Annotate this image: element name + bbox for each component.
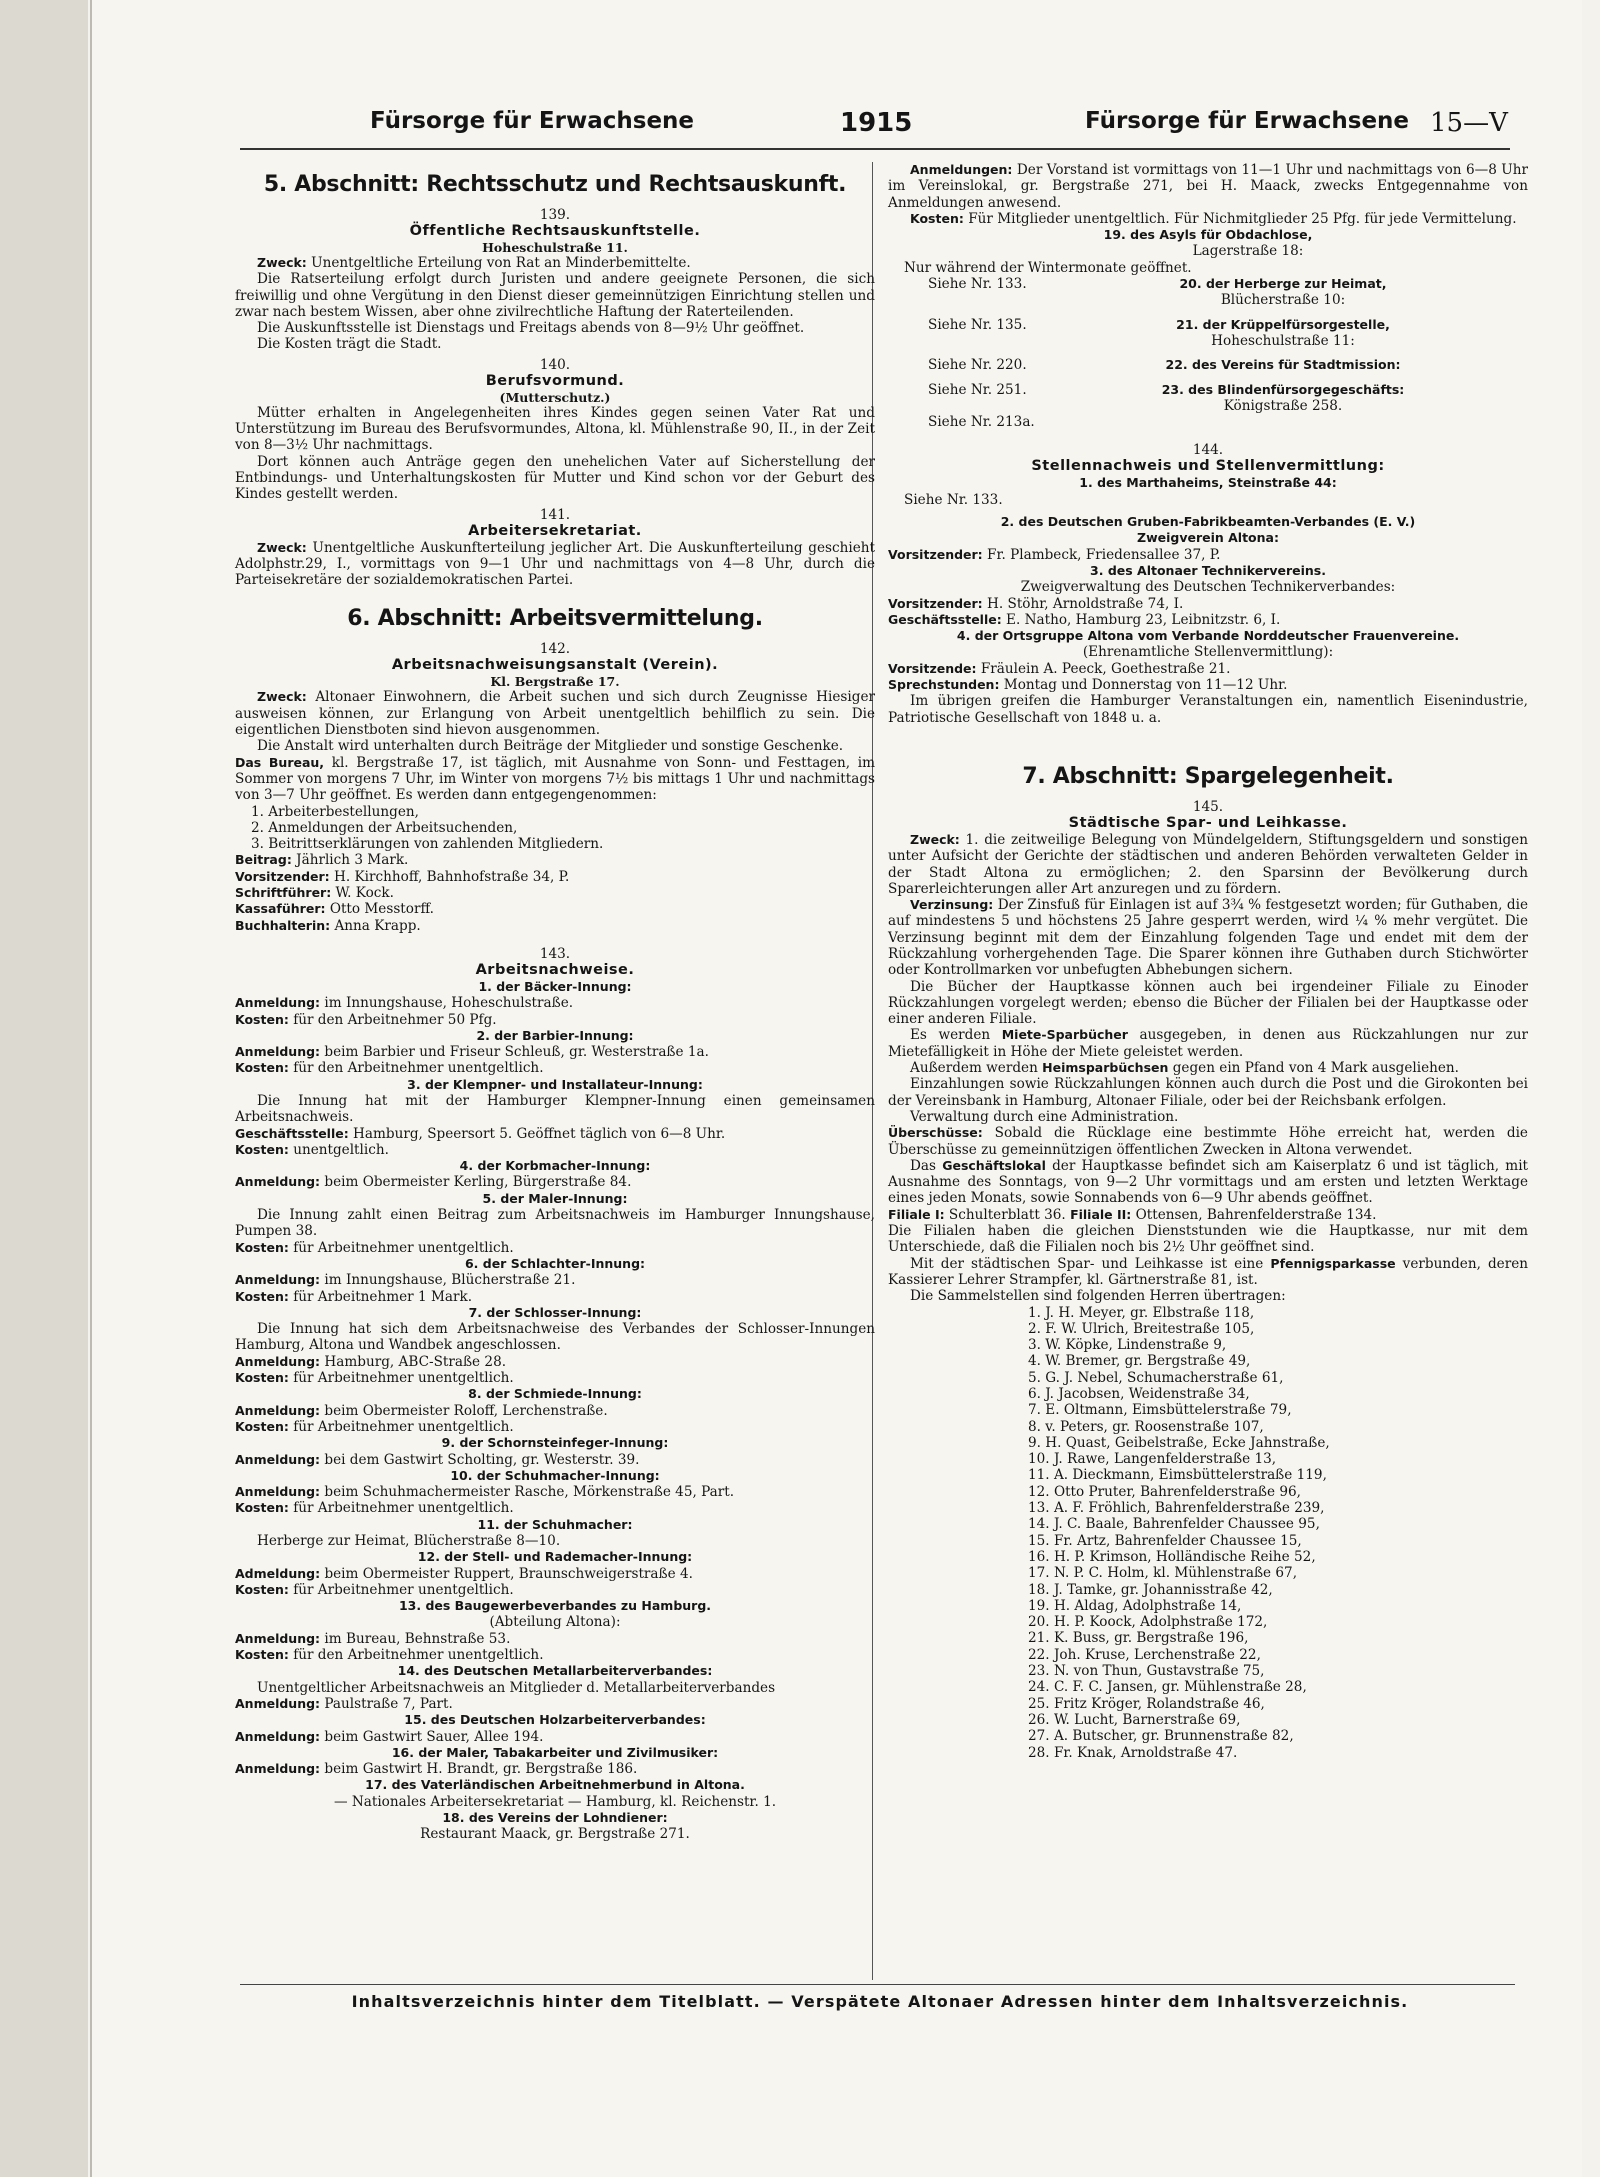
section-5-heading: 5. Abschnitt: Rechtsschutz und Rechtsauskunft. — [263, 172, 847, 197]
sub-heading: 17. des Vaterländischen Arbeitnehmerbund in Altona. — [365, 1777, 745, 1793]
sub-heading: 7. der Schlosser-Innung: — [468, 1304, 642, 1320]
right-column — [888, 162, 1528, 1761]
collection-point: 4. W. Bremer, gr. Bergstraße 49, — [1028, 1353, 1251, 1370]
entry-title: Arbeitsnachweise. — [475, 961, 635, 978]
officer-row: Schriftführer: W. Kock. — [235, 885, 394, 902]
paragraph: Herberge zur Heimat, Blücherstraße 8—10. — [257, 1533, 561, 1549]
surplus-info: Überschüsse: Sobald die Rücklage eine bestimmte Höhe erreicht hat, werden die Überschüsse zu gemeinnützigen öffentlichen Zwecken in Altona verwendet. — [888, 1125, 1528, 1158]
detail-row: Anmeldung: Paulstraße 7, Part. — [235, 1695, 453, 1712]
paragraph: Außerdem werden Heimsparbüchsen gegen ein Pfand von 4 Mark ausgeliehen. — [910, 1060, 1460, 1077]
sub-heading: Zweigverein Altona: — [1137, 530, 1279, 546]
list-item: 2. Anmeldungen der Arbeitsuchenden, — [251, 819, 518, 836]
sub-heading: 18. des Vereins der Lohndiener: — [442, 1810, 668, 1826]
detail-row: Kosten: für den Arbeitnehmer unentgeltlich. — [235, 1060, 544, 1077]
sub-heading: 1. der Bäcker-Innung: — [478, 978, 632, 994]
collection-point: 25. Fritz Kröger, Rolandstraße 46, — [1028, 1695, 1265, 1712]
header-year: 1915 — [840, 108, 913, 138]
paragraph: Verwaltung durch eine Administration. — [910, 1108, 1179, 1125]
entry-purpose: Zweck: Altonaer Einwohnern, die Arbeit suchen und sich durch Zeugnisse Hiesiger ausweisen können, zur Erlangung von Arbeit unentgeltlich behilflich zu sein. Die eigentlichen Dienstboten sind hievon ausgenommen. — [235, 689, 875, 739]
reference-row: Siehe Nr. 220. 22. des Vereins für Stadtmission: — [928, 357, 1401, 374]
section-7-heading: 7. Abschnitt: Spargelegenheit. — [1022, 763, 1394, 789]
detail-row: Anmeldung: im Innungshause, Blücherstraße 21. — [235, 1272, 576, 1289]
sub-line: (Abteilung Altona): — [489, 1614, 621, 1631]
sub-line: — Nationales Arbeitersekretariat — Hamburg, kl. Reichenstr. 1. — [333, 1793, 777, 1810]
sub-heading: 3. des Altonaer Technikervereins. — [1090, 562, 1326, 578]
sub-heading: 3. der Klempner- und Installateur-Innung: — [407, 1076, 703, 1092]
detail-row: Kosten: für Arbeitnehmer 1 Mark. — [235, 1288, 473, 1305]
entry-subtitle: (Mutterschutz.) — [499, 389, 611, 405]
collection-point: 26. W. Lucht, Barnerstraße 69, — [1028, 1711, 1241, 1728]
footer-rule — [240, 1984, 1515, 1985]
officer-row: Buchhalterin: Anna Krapp. — [235, 917, 421, 934]
collection-point: 1. J. H. Meyer, gr. Elbstraße 118, — [1028, 1304, 1255, 1321]
page-number: 15—V — [1430, 108, 1508, 138]
collection-point: 18. J. Tamke, gr. Johannisstraße 42, — [1028, 1581, 1273, 1598]
paragraph: Die Kosten trägt die Stadt. — [257, 336, 442, 353]
paragraph: Mit der städtischen Spar- und Leihkasse ist eine Pfennigsparkasse verbunden, deren Kassierer Lehrer Strampfer, kl. Gärtnerstraße 81, ist. — [888, 1255, 1528, 1288]
detail-row: Kosten: für Arbeitnehmer unentgeltlich. — [235, 1418, 514, 1435]
running-header — [170, 108, 1525, 144]
paragraph: Die Auskunftsstelle ist Dienstags und Freitags abends von 8—9½ Uhr geöffnet. — [257, 320, 805, 337]
sub-heading: 10. der Schuhmacher-Innung: — [450, 1467, 660, 1483]
sub-address: Lagerstraße 18: — [1192, 243, 1304, 260]
paragraph: Die Innung hat mit der Hamburger Klempner-Innung einen gemeinsamen Arbeitsnachweis. — [235, 1092, 875, 1126]
sub-heading: 16. der Maler, Tabakarbeiter und Zivilmusiker: — [391, 1744, 719, 1760]
sub-heading: 11. der Schuhmacher: — [477, 1516, 633, 1532]
registration-info: Anmeldungen: Der Vorstand ist vormittags von 11—1 Uhr und nachmittags von 6—8 Uhr im Vereinslokal, gr. Bergstraße 271, bei H. Maack, zwecks Entgegennahme von Anmeldungen anwesend. — [888, 162, 1528, 211]
collection-point: 5. G. J. Nebel, Schumacherstraße 61, — [1028, 1369, 1284, 1386]
collection-point: 20. H. P. Koock, Adolphstraße 172, — [1028, 1614, 1268, 1631]
list-item: 3. Beitrittserklärungen von zahlenden Mitgliedern. — [251, 836, 604, 853]
cost-info: Kosten: Für Mitglieder unentgeltlich. Für Nichmitglieder 25 Pfg. für jede Vermittelung. — [910, 210, 1517, 227]
collection-point: 21. K. Buss, gr. Bergstraße 196, — [1028, 1630, 1249, 1647]
header-left: Fürsorge für Erwachsene — [370, 108, 695, 134]
paragraph: Die Sammelstellen sind folgenden Herren übertragen: — [910, 1288, 1286, 1305]
paragraph: Die Filialen haben die gleichen Dienststunden wie die Hauptkasse, nur mit dem Unterschiede, daß die Filialen noch bis 2½ Uhr geöffnet sind. — [888, 1223, 1528, 1256]
detail-row: Anmeldung: im Innungshause, Hoheschulstraße. — [235, 995, 574, 1012]
reference-row: Siehe Nr. 133. 20. der Herberge zur Heimat, Blücherstraße 10: — [928, 276, 1387, 309]
list-item: 1. Arbeiterbestellungen, — [251, 803, 419, 820]
paragraph: Mütter erhalten in Angelegenheiten ihres Kindes gegen seinen Vater Rat und Unterstützung im Bureau des Berufsvormundes, Altona, kl. Mühlenstraße 90, II., in der Zeit von 8—3½ Uhr nachmittags. — [235, 404, 875, 454]
entry-address: Hoheschulstraße 11. — [482, 240, 628, 255]
paragraph: Nur während der Wintermonate geöffnet. — [904, 259, 1192, 276]
collection-point: 11. A. Dieckmann, Eimsbüttelerstraße 119, — [1028, 1467, 1327, 1484]
paragraph: Das Geschäftslokal der Hauptkasse befindet sich am Kaiserplatz 6 und ist täglich, mit Ausnahme des Sonntags, von 9—2 Uhr vormittags und am ersten und letzten Werktage eines jeden Monats, sowie Sonnabends von 6—9 Uhr abends geöffnet. — [888, 1157, 1529, 1207]
detail-row: Anmeldung: beim Obermeister Kerling, Bürgerstraße 84. — [235, 1174, 632, 1191]
sub-heading: (Ehrenamtliche Stellenvermittlung): — [1082, 644, 1334, 661]
sub-heading: 4. der Ortsgruppe Altona vom Verbande Norddeutscher Frauenvereine. — [956, 628, 1460, 644]
collection-points-list — [888, 1305, 1528, 1761]
paragraph: Es werden Miete-Sparbücher ausgegeben, in denen aus Rückzahlungen nur zur Mietefälligkeit in Höhe der Miete geleistet werden. — [888, 1027, 1528, 1060]
detail-row: Anmeldung: bei dem Gastwirt Scholting, gr. Westerstr. 39. — [235, 1451, 640, 1468]
paragraph: Im übrigen greifen die Hamburger Veranstaltungen ein, namentlich Eisenindustrie, Patriotische Gesellschaft von 1848 u. a. — [888, 693, 1528, 726]
interest-info: Verzinsung: Der Zinsfuß für Einlagen ist auf 3¾ % festgesetzt worden; für Guthaben, die auf mindestens 5 und höchstens 25 Jahre gesperrt werden, wird ¼ % mehr vergütet. Die Verzinsung beginnt mit dem der Einzahlung folgenden Tage und endet mit dem der Rückzahlung vorhergehenden Tage. Die Sparer können ihre Guthaben durch Stichwörter oder Kontrollmarken vor unbefugten Abhebungen sichern. — [888, 897, 1529, 979]
entry-number: 142. — [539, 641, 571, 658]
branches: Filiale I: Schulterblatt 36. Filiale II: Ottensen, Bahrenfelderstraße 134. — [888, 1206, 1377, 1223]
sub-heading: 15. des Deutschen Holzarbeiterverbandes: — [404, 1712, 706, 1728]
reference-row: Siehe Nr. 251. 23. des Blindenfürsorgegeschäfts: Königstraße 258. — [928, 381, 1405, 414]
collection-point: 10. J. Rawe, Langenfelderstraße 13, — [1028, 1451, 1277, 1468]
detail-row: Anmeldung: beim Gastwirt H. Brandt, gr. Bergstraße 186. — [235, 1761, 638, 1778]
sub-heading: 6. der Schlachter-Innung: — [464, 1255, 646, 1271]
reference-row: Siehe Nr. 213a. — [928, 414, 1035, 431]
entry-number: 144. — [1192, 442, 1224, 459]
collection-point: 24. C. F. C. Jansen, gr. Mühlenstraße 28, — [1028, 1679, 1307, 1696]
entry-title: Berufsvormund. — [485, 372, 625, 389]
detail-row: Kosten: für den Arbeitnehmer 50 Pfg. — [235, 1011, 497, 1028]
header-rule — [240, 148, 1510, 150]
collection-point: 13. A. F. Fröhlich, Bahrenfelderstraße 239, — [1028, 1500, 1325, 1517]
paragraph: Die Ratserteilung erfolgt durch Juristen und andere geeignete Personen, die sich freiwillig und ohne Vergütung in den Dienst dieser gemeinnützigen Einrichtung stellen und zwar nach bestem Wissen, aber ohne zivilrechtliche Haftung der Raterteilenden. — [235, 271, 875, 320]
arbeitsnachweise-list — [235, 979, 875, 1843]
collection-point: 28. Fr. Knak, Arnoldstraße 47. — [1028, 1744, 1238, 1761]
sub-heading: 14. des Deutschen Metallarbeiterverbandes: — [397, 1663, 713, 1679]
collection-point: 23. N. von Thun, Gustavstraße 75, — [1028, 1663, 1265, 1680]
entry-purpose: Zweck: Unentgeltliche Erteilung von Rat an Minderbemittelte. — [257, 255, 691, 271]
collection-point: 27. A. Butscher, gr. Brunnenstraße 82, — [1028, 1728, 1294, 1745]
scan-margin — [0, 0, 88, 2177]
sub-heading: 1. des Marthaheims, Steinstraße 44: — [1079, 475, 1337, 491]
entry-number: 139. — [539, 207, 571, 223]
sub-heading: 9. der Schornsteinfeger-Innung: — [441, 1435, 669, 1451]
section-6-heading: 6. Abschnitt: Arbeitsvermittelung. — [347, 606, 763, 632]
collection-point: 2. F. W. Ulrich, Breitestraße 105, — [1028, 1320, 1255, 1337]
sub-heading: 12. der Stell- und Rademacher-Innung: — [417, 1549, 693, 1565]
officer-row: Geschäftsstelle: E. Natho, Hamburg 23, Leibnitzstr. 6, I. — [888, 611, 1281, 628]
entry-number: 141. — [539, 506, 571, 523]
entry-purpose: Zweck: Unentgeltliche Auskunfterteilung jeglicher Art. Die Auskunfterteilung geschieht Adolphstr.29, I., vormittags von 9—1 Uhr und nachmittags von 4—8 Uhr, durch die Parteisekretäre der sozialdemokratischen Partei. — [235, 539, 875, 589]
detail-row: Anmeldung: beim Barbier und Friseur Schleuß, gr. Westerstraße 1a. — [235, 1044, 709, 1061]
entry-address: Kl. Bergstraße 17. — [490, 674, 620, 690]
collection-point: 15. Fr. Artz, Bahrenfelder Chaussee 15, — [1028, 1532, 1302, 1549]
sub-heading: 8. der Schmiede-Innung: — [468, 1386, 642, 1402]
officer-row: Sprechstunden: Montag und Donnerstag von 11—12 Uhr. — [888, 677, 1288, 694]
collection-point: 16. H. P. Krimson, Holländische Reihe 52, — [1028, 1548, 1316, 1565]
officer-row: Vorsitzender: H. Stöhr, Arnoldstraße 74, I. — [888, 595, 1184, 612]
paragraph: Die Anstalt wird unterhalten durch Beiträge der Mitglieder und sonstige Geschenke. — [257, 738, 844, 755]
detail-row: Kosten: für Arbeitnehmer unentgeltlich. — [235, 1370, 514, 1387]
detail-row: Admeldung: beim Obermeister Ruppert, Braunschweigerstraße 4. — [235, 1565, 693, 1582]
detail-row: Anmeldung: beim Obermeister Roloff, Lerchenstraße. — [235, 1402, 608, 1419]
collection-point: 7. E. Oltmann, Eimsbüttelerstraße 79, — [1028, 1402, 1292, 1419]
entry-title: Arbeitersekretariat. — [468, 522, 642, 539]
bureau-info: Das Bureau, kl. Bergstraße 17, ist täglich, mit Ausnahme von Sonn- und Festtagen, im Sommer von morgens 7 Uhr, im Winter von morgens 7½ bis mittags 1 Uhr und nachmittags von 3—7 Uhr geöffnet. Es werden dann entgegengenommen: — [235, 754, 875, 804]
paragraph: Unentgeltlicher Arbeitsnachweis an Mitglieder d. Metallarbeiterverbandes — [257, 1679, 776, 1696]
entry-number: 140. — [539, 356, 571, 373]
officer-row: Kassaführer: Otto Messtorff. — [235, 901, 434, 918]
collection-point: 9. H. Quast, Geibelstraße, Ecke Jahnstraße, — [1028, 1434, 1330, 1451]
detail-row: Kosten: für Arbeitnehmer unentgeltlich. — [235, 1239, 514, 1256]
collection-point: 14. J. C. Baale, Bahrenfelder Chaussee 95, — [1028, 1516, 1320, 1533]
reference: Siehe Nr. 133. — [904, 491, 1003, 508]
collection-point: 19. H. Aldag, Adolphstraße 14, — [1028, 1597, 1242, 1614]
sub-heading: 13. des Baugewerbeverbandes zu Hamburg. — [398, 1598, 712, 1614]
entry-number: 143. — [539, 945, 571, 962]
detail-row: Anmeldung: im Bureau, Behnstraße 53. — [235, 1630, 511, 1647]
collection-point: 8. v. Peters, gr. Roosenstraße 107, — [1028, 1418, 1264, 1435]
detail-row: Kosten: für Arbeitnehmer unentgeltlich. — [235, 1500, 514, 1517]
detail-row: Anmeldung: Hamburg, ABC-Straße 28. — [235, 1353, 507, 1370]
reference-row: Siehe Nr. 135. 21. der Krüppelfürsorgestelle, Hoheschulstraße 11: — [928, 316, 1390, 349]
paragraph: Einzahlungen sowie Rückzahlungen können auch durch die Post und die Girokonten bei der Vereinsbank in Hamburg, Altonaer Filiale, oder bei der Reichsbank erfolgen. — [888, 1076, 1528, 1109]
officer-row: Vorsitzender: Fr. Plambeck, Friedensallee 37, P. — [888, 546, 1221, 563]
paragraph: Die Innung zahlt einen Beitrag zum Arbeitsnachweis im Hamburger Innungshause, Pumpen 38. — [235, 1207, 875, 1240]
paragraph: Dort können auch Anträge gegen den unehelichen Vater auf Sicherstellung der Entbindungs- und Unterhaltungskosten für Mutter und Kind schon vor der Geburt des Kindes gestellt werden. — [235, 453, 875, 503]
officer-row: Vorsitzende: Fräulein A. Peeck, Goethestraße 21. — [888, 660, 1231, 677]
paragraph: Die Bücher der Hauptkasse können auch bei irgendeiner Filiale zu Einoder Rückzahlungen vorgelegt werden; ebenso die Bücher der Filialen bei der Hauptkasse oder einer anderen Filiale. — [888, 978, 1528, 1028]
officer-row: Beitrag: Jährlich 3 Mark. — [235, 852, 409, 869]
detail-row: Anmeldung: beim Schuhmachermeister Rasche, Mörkenstraße 45, Part. — [235, 1484, 735, 1501]
detail-row: Kosten: unentgeltlich. — [235, 1141, 389, 1158]
header-right: Fürsorge für Erwachsene — [1085, 108, 1410, 134]
officer-row: Vorsitzender: H. Kirchhoff, Bahnhofstraße 34, P. — [235, 868, 570, 885]
entry-title: Öffentliche Rechtsauskunftstelle. — [409, 223, 701, 239]
entry-title: Städtische Spar- und Leihkasse. — [1068, 814, 1348, 831]
paragraph: Die Innung hat sich dem Arbeitsnachweise des Verbandes der Schlosser-Innungen Hamburg, Altona und Wandbek angeschlossen. — [235, 1321, 875, 1354]
footer-note: Inhaltsverzeichnis hinter dem Titelblatt. — Verspätete Altonaer Adressen hinter dem Inhaltsverzeichnis. — [351, 1992, 1409, 2011]
sub-heading: 4. der Korbmacher-Innung: — [459, 1158, 651, 1174]
detail-row: Kosten: für Arbeitnehmer unentgeltlich. — [235, 1581, 514, 1598]
sub-heading: 19. des Asyls für Obdachlose, — [1103, 227, 1313, 243]
sub-heading: 2. des Deutschen Gruben-Fabrikbeamten-Verbandes (E. V.) — [1000, 514, 1416, 530]
sub-heading: 5. der Maler-Innung: — [482, 1190, 628, 1206]
collection-point: 3. W. Köpke, Lindenstraße 9, — [1028, 1337, 1227, 1354]
collection-point: 22. Joh. Kruse, Lerchenstraße 22, — [1028, 1646, 1261, 1663]
sub-heading: 2. der Barbier-Innung: — [476, 1027, 634, 1043]
entry-title: Stellennachweis und Stellenvermittlung: — [1031, 458, 1385, 475]
collection-point: 6. J. Jacobsen, Weidenstraße 34, — [1028, 1386, 1250, 1402]
left-column — [235, 162, 875, 1843]
collection-point: 17. N. P. C. Holm, kl. Mühlenstraße 67, — [1028, 1565, 1298, 1582]
sub-heading: Zweigverwaltung des Deutschen Technikerverbandes: — [1020, 579, 1396, 596]
detail-row: Anmeldung: beim Gastwirt Sauer, Allee 194. — [235, 1728, 544, 1745]
detail-row: Geschäftsstelle: Hamburg, Speersort 5. Geöffnet täglich von 6—8 Uhr. — [235, 1125, 726, 1142]
entry-purpose: Zweck: 1. die zeitweilige Belegung von Mündelgeldern, Stiftungsgeldern und sonstigen unter Aufsicht der Gerichte der städtischen und anderen Behörden verwalteten Gelder in der Stadt Altona zu ermöglichen; 2. den Sparsinn der Bevölkerung durch Sparerleichterungen aller Art anzuregen und zu fördern. — [888, 831, 1528, 897]
entry-title: Arbeitsnachweisungsanstalt (Verein). — [391, 657, 719, 674]
entry-number: 145. — [1192, 798, 1224, 815]
sub-line: Restaurant Maack, gr. Bergstraße 271. — [420, 1826, 690, 1843]
detail-row: Kosten: für den Arbeitnehmer unentgeltlich. — [235, 1647, 544, 1664]
collection-point: 12. Otto Pruter, Bahrenfelderstraße 96, — [1028, 1483, 1301, 1500]
